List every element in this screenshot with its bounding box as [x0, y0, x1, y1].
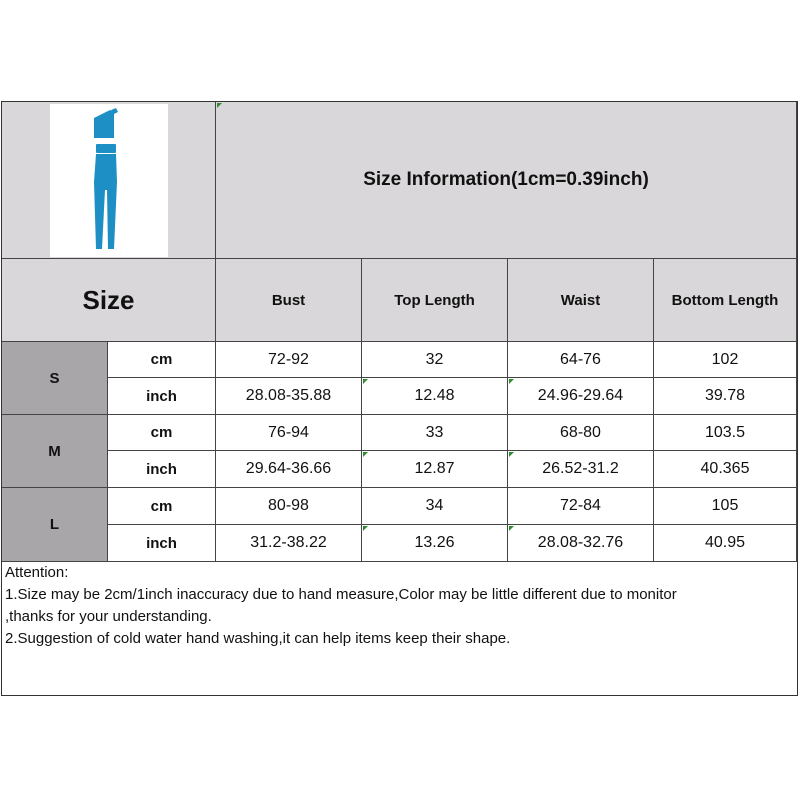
unit-cell-cm [108, 488, 216, 525]
table-cell [362, 525, 508, 562]
table-cell [508, 488, 654, 525]
cell-marker [217, 103, 222, 108]
table-cell [216, 378, 362, 415]
unit-cell-inch [108, 378, 216, 415]
unit-label: inch [146, 534, 177, 552]
table-cell [362, 451, 508, 488]
size-chart [1, 101, 798, 696]
value: 13.26 [414, 534, 455, 551]
size-header: Size [82, 284, 135, 315]
table-cell [508, 525, 654, 562]
cell-marker [363, 452, 368, 457]
unit-label: cm [150, 497, 173, 515]
table-cell [216, 525, 362, 562]
value: 80-98 [268, 497, 309, 514]
note-line: 1.Size may be 2cm/1inch inaccuracy due to hand measure,Color may be little different due to monitor [5, 586, 677, 603]
cell-marker [509, 379, 514, 384]
table-cell [508, 378, 654, 415]
value: 40.95 [704, 534, 746, 551]
table-cell [216, 451, 362, 488]
table-cell [362, 378, 508, 415]
table-cell [216, 488, 362, 525]
value: 68-80 [560, 423, 601, 441]
unit-cell-inch [108, 451, 216, 488]
value: 64-76 [560, 350, 601, 368]
table-cell [508, 342, 654, 378]
size-label-cell [2, 415, 108, 488]
note-line: Attention: [5, 564, 69, 581]
note-line: ,thanks for your understanding. [5, 608, 212, 625]
value: 28.08-35.88 [245, 387, 332, 404]
unit-cell-inch [108, 525, 216, 562]
unit-label: inch [146, 460, 177, 478]
table-cell [362, 415, 508, 451]
attention-notes [2, 562, 797, 696]
value: 29.64-36.66 [245, 460, 332, 477]
value: 28.08-32.76 [537, 534, 624, 551]
table-cell [216, 415, 362, 451]
value: 12.87 [414, 460, 455, 477]
value: 40.365 [700, 460, 750, 477]
cell-marker [509, 452, 514, 457]
value: 34 [425, 497, 444, 514]
size-header-cell [2, 259, 216, 342]
size-label-cell [2, 488, 108, 562]
table-cell [654, 342, 797, 378]
note-line: 2.Suggestion of cold water hand washing,it can help items keep their shape. [5, 630, 511, 647]
value: 39.78 [704, 387, 746, 404]
column-header-label: Waist [560, 291, 601, 309]
product-image-cell [2, 102, 216, 259]
size-label: M [48, 442, 61, 460]
unit-cell-cm [108, 415, 216, 451]
value: 103.5 [704, 423, 746, 441]
column-header-waist [508, 259, 654, 342]
size-label: S [49, 369, 60, 387]
table-cell [508, 415, 654, 451]
cell-marker [363, 526, 368, 531]
value: 32 [425, 350, 444, 368]
table-cell [362, 488, 508, 525]
table-cell [654, 488, 797, 525]
column-header-top-length [362, 259, 508, 342]
column-header-bottom-length [654, 259, 797, 342]
value: 105 [711, 497, 739, 514]
size-label: L [49, 516, 60, 533]
size-chart-title: Size Information(1cm=0.39inch) [363, 169, 649, 190]
unit-cell-cm [108, 342, 216, 378]
table-cell [654, 451, 797, 488]
value: 102 [711, 350, 739, 368]
column-header-bust [216, 259, 362, 342]
product-image [50, 104, 168, 257]
table-cell [216, 342, 362, 378]
column-header-label: Bottom Length [671, 291, 779, 309]
table-cell [508, 451, 654, 488]
column-header-label: Top Length [394, 291, 475, 309]
title-cell [216, 102, 797, 259]
value: 72-84 [560, 497, 601, 514]
value: 12.48 [414, 387, 455, 404]
unit-label: cm [150, 424, 173, 441]
cell-marker [509, 526, 514, 531]
unit-label: inch [146, 387, 177, 405]
cell-marker [363, 379, 368, 384]
size-label-cell [2, 342, 108, 415]
unit-label: cm [150, 351, 173, 368]
value: 31.2-38.22 [250, 534, 327, 551]
value: 76-94 [268, 423, 309, 441]
value: 33 [425, 423, 444, 441]
value: 72-92 [268, 350, 309, 368]
value: 24.96-29.64 [537, 387, 624, 404]
value: 26.52-31.2 [542, 460, 619, 477]
table-cell [654, 415, 797, 451]
table-cell [654, 378, 797, 415]
column-header-label: Bust [271, 291, 306, 309]
table-cell [654, 525, 797, 562]
table-cell [362, 342, 508, 378]
